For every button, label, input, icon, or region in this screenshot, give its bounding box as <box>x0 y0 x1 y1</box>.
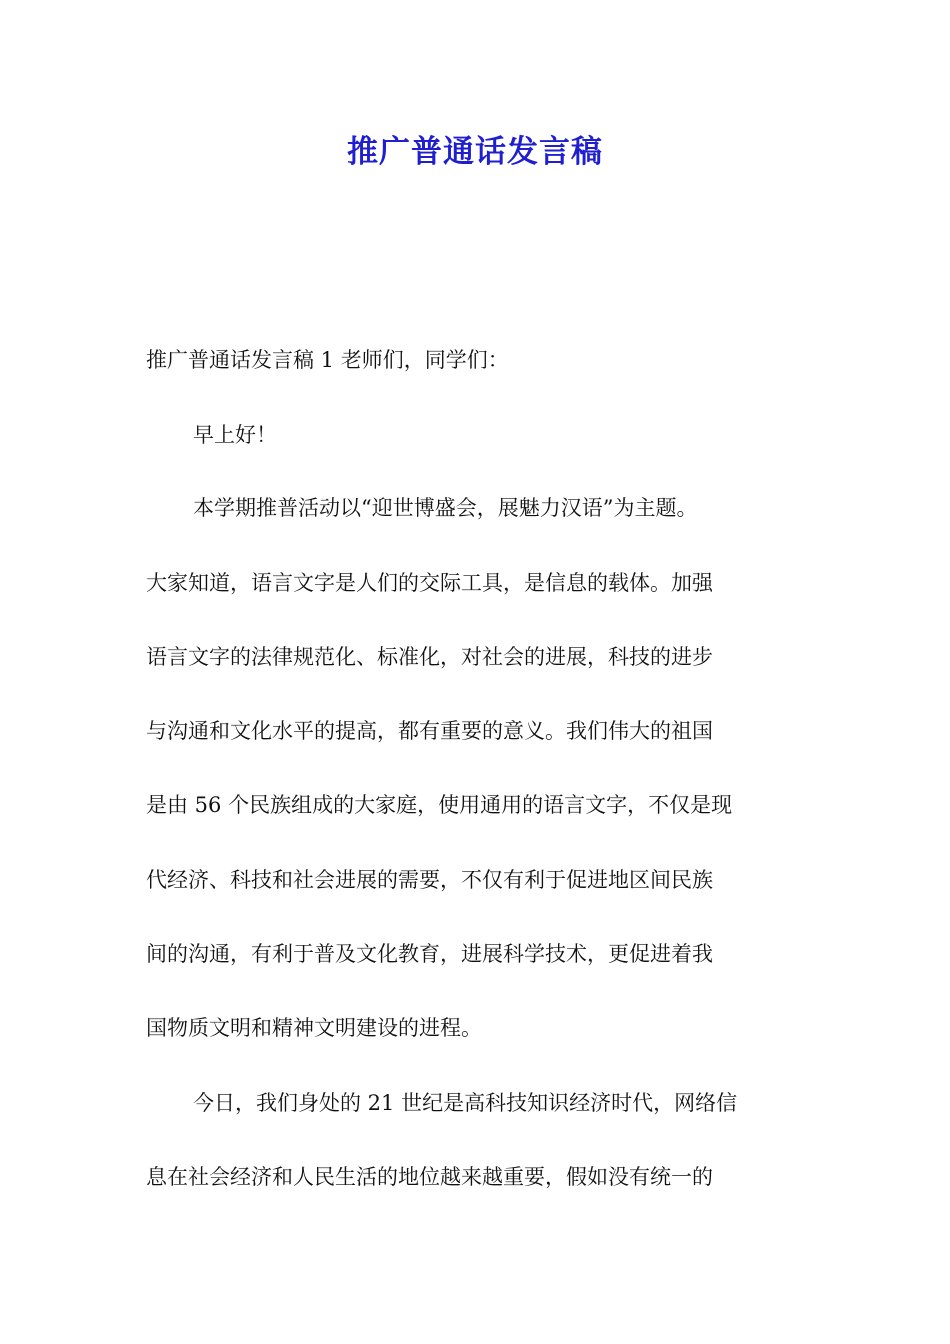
document-title: 推广普通话发言稿 <box>347 134 603 170</box>
paragraph-line: 间的沟通，有利于普及文化教育，进展科学技术，更促进着我 <box>146 942 713 966</box>
paragraph-line: 语言文字的法律规范化、标准化，对社会的进展，科技的进步 <box>146 645 713 669</box>
paragraph-line: 与沟通和文化水平的提高，都有重要的意义。我们伟大的祖国 <box>146 719 713 743</box>
paragraph-line: 本学期推普活动以“迎世博盛会，展魅力汉语”为主题。 <box>193 496 698 520</box>
salutation-line: 早上好！ <box>193 423 277 447</box>
paragraph-line: 大家知道，语言文字是人们的交际工具，是信息的载体。加强 <box>146 571 713 595</box>
paragraph-line: 息在社会经济和人民生活的地位越来越重要，假如没有统一的 <box>146 1165 713 1189</box>
greeting-line: 推广普通话发言稿 1 老师们，同学们： <box>146 348 509 372</box>
paragraph-line: 是由 56 个民族组成的大家庭，使用通用的语言文字，不仅是现 <box>146 793 733 817</box>
paragraph-line: 代经济、科技和社会进展的需要，不仅有利于促进地区间民族 <box>146 868 713 892</box>
paragraph-line: 今日，我们身处的 21 世纪是高科技知识经济时代，网络信 <box>193 1091 738 1115</box>
paragraph-line: 国物质文明和精神文明建设的进程。 <box>146 1016 482 1040</box>
